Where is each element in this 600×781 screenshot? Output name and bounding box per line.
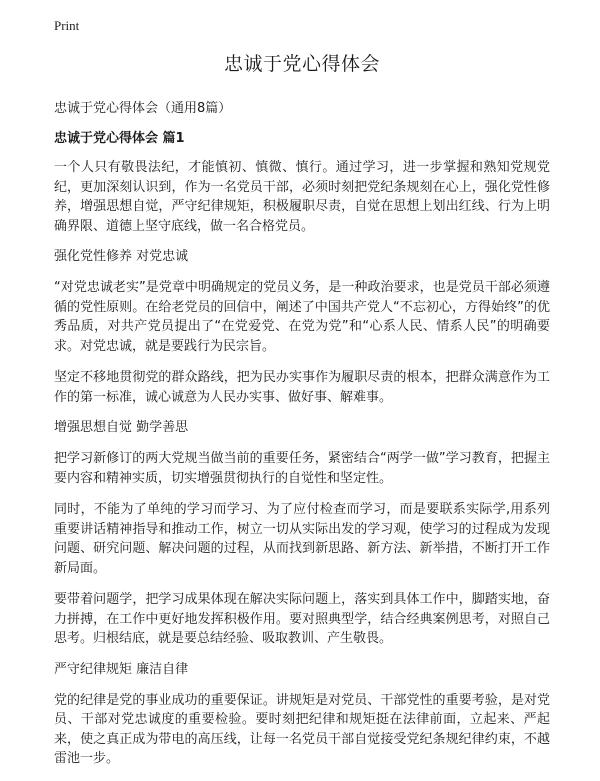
paragraph: 同时，不能为了单纯的学习而学习、为了应付检查而学习，而是要联系实际学,用系列重要讲话精神指导和推动工作，树立一切从实际出发的学习观，使学习的过程成为发现问题、研究问题、解决问题的过程，从而找到新思路、新方法、新举措，不断打开工作新局面。 [54,502,550,576]
section-heading: 忠诚于党心得体会 篇1 [54,131,185,146]
subheading: 强化党性修养 对党忠诚 [54,249,189,264]
paragraph: 坚定不移地贯彻党的群众路线，把为民办实事作为履职尽责的根本，把群众满意作为工作的第一标准，诚心诚意为人民办实事、做好事、解难事。 [54,370,550,405]
subheading: 严守纪律规矩 廉洁自律 [54,661,189,677]
document-subtitle: 忠诚于党心得体会（通用8篇） [54,101,232,116]
paragraph: 党的纪律是党的事业成功的重要保证。讲规矩是对党员、干部党性的重要考验，是对党员、干部对党忠诚度的重要检验。要时刻把纪律和规矩挺在法律前面，立起来、严起来，使之真正成为带电的高压线，让每一名党员干部自觉接受党纪条规纪律约束，不越雷池一步。 [54,692,550,766]
document-page [54,50,550,781]
paragraph: 要带着问题学，把学习成果体现在解决实际问题上，落实到具体工作中，脚踏实地，奋力拼搏，在工作中更好地发挥积极作用。要对照典型学，结合经典案例思考，对照自己思考。归根结底，就是要总结经验、吸取教训、产生敬畏。 [54,592,550,646]
paragraph: “对党忠诚老实”是党章中明确规定的党员义务，是一种政治要求，也是党员干部必须遵循的党性原则。在给老党员的回信中，阐述了中国共产党人“不忘初心，方得始终”的优秀品质，对共产党员提出了“在党爱党、在党为党”和“心系人民、情系人民”的明确要求。对党忠诚，就是要践行为民宗旨。 [54,280,550,354]
subheading: 增强思想自觉 勤学善思 [54,420,189,435]
print-link[interactable]: Print [54,18,80,33]
document-title: 忠诚于党心得体会 [223,53,380,75]
paragraph: 一个人只有敬畏法纪，才能慎初、慎微、慎行。通过学习，进一步掌握和熟知党规党纪，更加深刻认识到，作为一名党员干部，必须时刻把党纪条规刻在心上，强化党性修养，增强思想自觉，严守纪律规矩，积极履职尽责，自觉在思想上划出红线、行为上明确界限、道德上坚守底线，做一名合格党员。 [54,160,550,234]
paragraph: 把学习新修订的两大党规当做当前的重要任务，紧密结合“两学一做”学习教育，把握主要内容和精神实质，切实增强贯彻执行的自觉性和坚定性。 [54,451,550,486]
